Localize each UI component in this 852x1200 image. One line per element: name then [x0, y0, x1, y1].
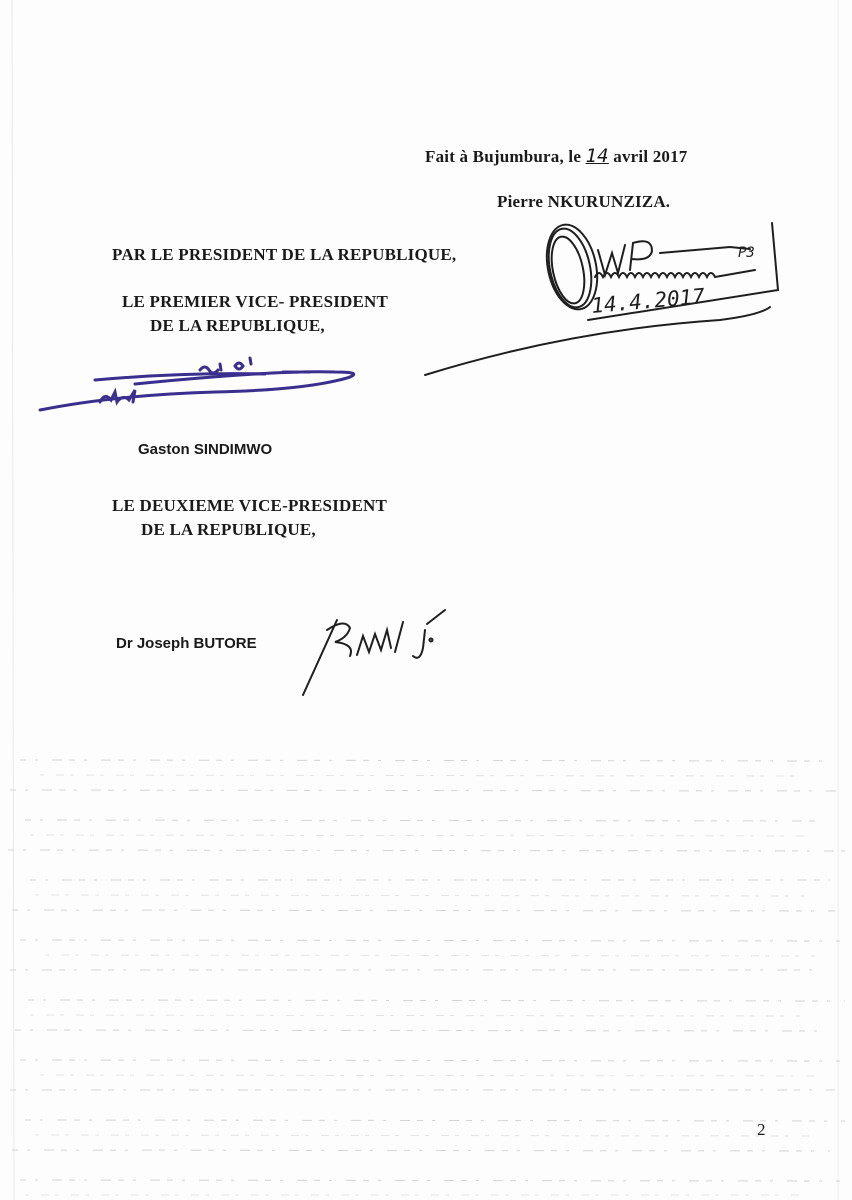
- first-vp-name: Gaston SINDIMWO: [138, 441, 273, 458]
- second-vp-name: Dr Joseph BUTORE: [116, 635, 257, 652]
- president-signature-initials: P3: [738, 245, 755, 261]
- first-vp-title-line1: LE PREMIER VICE- PRESIDENT: [122, 292, 389, 311]
- by-president-heading: PAR LE PRESIDENT DE LA REPUBLIQUE,: [112, 245, 457, 264]
- place-date-prefix: Fait à Bujumbura, le: [425, 147, 582, 166]
- first-vp-title-line2: DE LA REPUBLIQUE,: [150, 316, 325, 335]
- president-name: Pierre NKURUNZIZA.: [497, 192, 671, 211]
- place-date-suffix: avril 2017: [613, 147, 688, 166]
- handwritten-day: 14: [585, 145, 609, 167]
- second-vp-title-line1: LE DEUXIEME VICE-PRESIDENT: [112, 496, 388, 515]
- president-signature-date: 14.4.2017: [590, 284, 706, 318]
- page-number: 2: [757, 1120, 766, 1139]
- second-vp-title-line2: DE LA REPUBLIQUE,: [141, 520, 316, 539]
